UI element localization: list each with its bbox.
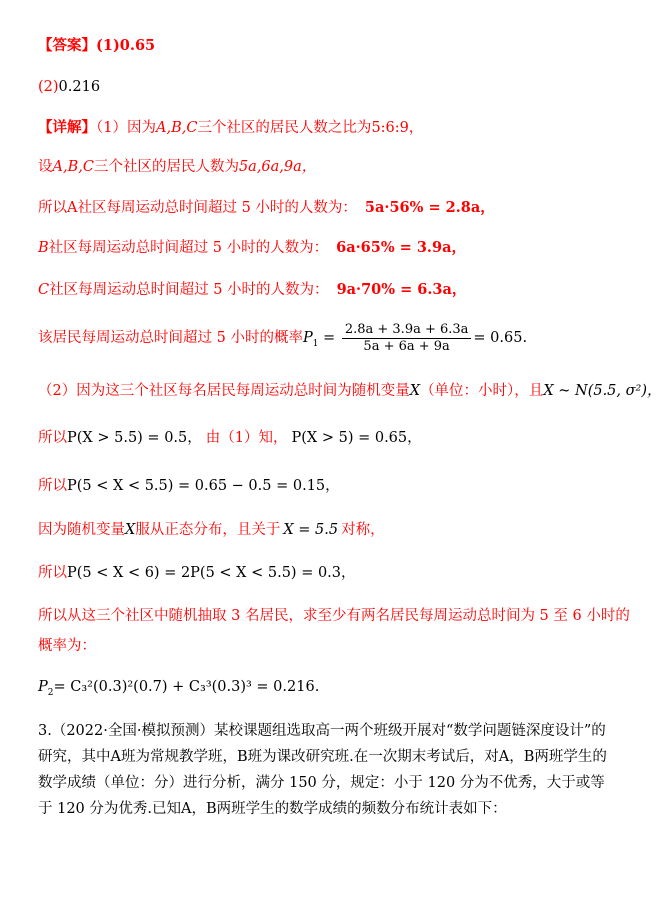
detail-line-6: 该居民每周运动总时间超过 5 小时的概率$P_1$ = $\frac{2.8a + 3.9a + 6.3a}{5a + 6a + 9a}$ = 0.65.	[38, 321, 528, 354]
detail-line1-ratio: 5:6:9，	[371, 120, 424, 136]
detail-line2-vals: 5a,6a,9a，	[238, 159, 317, 175]
part2-line2-f2: P(X > 5) = 0.65，	[291, 430, 422, 446]
detail-line-3	[38, 198, 495, 218]
part2-line4-b: 服从正态分布，且关于	[135, 522, 281, 538]
part2-line4-a: 因为随机变量	[38, 522, 125, 538]
detail-line-4	[38, 238, 466, 258]
part2-line5-f: P(5 < X < 6) = 2P(5 < X < 5.5) = 0.3，	[67, 565, 356, 581]
answer-part1: (1)0.65	[96, 37, 156, 54]
detail-line1-mid: 三个社区的居民人数之比为	[197, 120, 372, 136]
detail-line5-var: C	[38, 282, 50, 298]
detail-line4-formula: 6a·65% = 3.9a，	[336, 239, 466, 256]
final-formula-line: $P_2= C_3^2(0.3)^2(0.7) + C_3^3(0.3)^3 = 0.216$.	[38, 679, 320, 698]
detail-line1-text: （1）因为	[96, 120, 156, 136]
detail-line-1	[38, 118, 423, 138]
part2-line1-var: X	[409, 383, 421, 399]
answer-line	[38, 36, 155, 56]
part2-line-7	[38, 636, 96, 656]
part2-line6-text: 所以从这三个社区中随机抽取 3 名居民，求至少有两名居民每周运动总时间为 5 至 6 小时的	[38, 608, 630, 624]
part2-line2-a: 所以	[38, 430, 67, 446]
part2-line3-f: P(5 < X < 5.5) = 0.65 − 0.5 = 0.15，	[67, 478, 340, 494]
detail-line2-b: 三个社区的居民人数为	[93, 159, 239, 175]
detail-line6-p: P	[302, 330, 313, 346]
detail-line6-sub: 1	[312, 338, 319, 349]
detail-line3-formula: 5a·56% = 2.8a，	[364, 199, 495, 216]
part2-line5-a: 所以	[38, 565, 67, 581]
detail-line5-formula: 9a·70% = 6.3a，	[336, 281, 467, 298]
part2-line1-b: （单位：小时），且	[420, 383, 544, 399]
answer-label: 【答案】	[38, 37, 96, 54]
part2-line2-b: 由（1）知，	[205, 430, 288, 446]
final-p: P	[38, 679, 48, 695]
part2-line3-a: 所以	[38, 478, 67, 494]
detail-line-5	[38, 280, 466, 300]
detail-line4-var: B	[38, 240, 49, 256]
part2-line-1	[38, 381, 662, 401]
final-formula: = C₃²(0.3)²(0.7) + C₃³(0.3)³ = 0.216	[53, 679, 315, 695]
answer-part2-line	[38, 77, 100, 97]
problem-3-paragraph: 3.（2022·全国·模拟预测）某校课题组选取高一两个班级开展对“数学问题链深度设计”的研究，其中A班为常规教学班，B班为课改研究班.在一次期末考试后，对A，B两班学生的数学成绩（单位：分）进行分析，满分 150 分，规定：小于 120 分为不优秀，大于或等于 120 分为优秀.已知A，B两班学生的数学成绩的频数分布统计表如下：	[38, 723, 607, 817]
part2-line-5	[38, 563, 356, 583]
final-sub: 2	[47, 687, 54, 698]
detail-line3-text: 所以A社区每周运动总时间超过 5 小时的人数为：	[38, 200, 357, 216]
part2-line7-text: 概率为：	[38, 638, 96, 654]
part2-line4-f: X = 5.5	[283, 522, 339, 538]
part2-line-3	[38, 476, 340, 496]
part2-line-4	[38, 520, 385, 540]
answer-part2-label: (2)	[38, 79, 59, 95]
detail-label: 【详解】	[38, 119, 96, 136]
part2-line4-var: X	[125, 522, 136, 538]
detail-line1-vars: A,B,C	[155, 120, 198, 136]
detail-line6-text: 该居民每周运动总时间超过 5 小时的概率	[38, 330, 303, 346]
detail-line2-a: 设	[38, 159, 53, 175]
detail-line-2	[38, 157, 316, 177]
part2-line-6	[38, 606, 630, 626]
detail-line4-text: 社区每周运动总时间超过 5 小时的人数为：	[48, 240, 329, 256]
detail-line2-vars: A,B,C	[52, 159, 94, 175]
part2-line-2	[38, 428, 422, 448]
part2-line1-text: （2）因为这三个社区每名居民每周运动总时间为随机变量	[38, 383, 410, 399]
answer-part2-value: 0.216	[58, 79, 101, 95]
detail-line5-text: 社区每周运动总时间超过 5 小时的人数为：	[49, 282, 329, 298]
detail-line6-result: = 0.65	[473, 330, 523, 346]
part2-line2-f1: P(X > 5.5) = 0.5，	[67, 430, 202, 446]
part2-line1-dist: X ~ N(5.5, σ²)，	[543, 383, 662, 399]
fraction-denominator: 5a + 6a + 9a	[363, 338, 450, 354]
probability-fraction	[342, 322, 472, 355]
part2-line4-c: 对称，	[341, 522, 385, 538]
fraction-numerator: 2.8a + 3.9a + 6.3a	[342, 322, 472, 339]
